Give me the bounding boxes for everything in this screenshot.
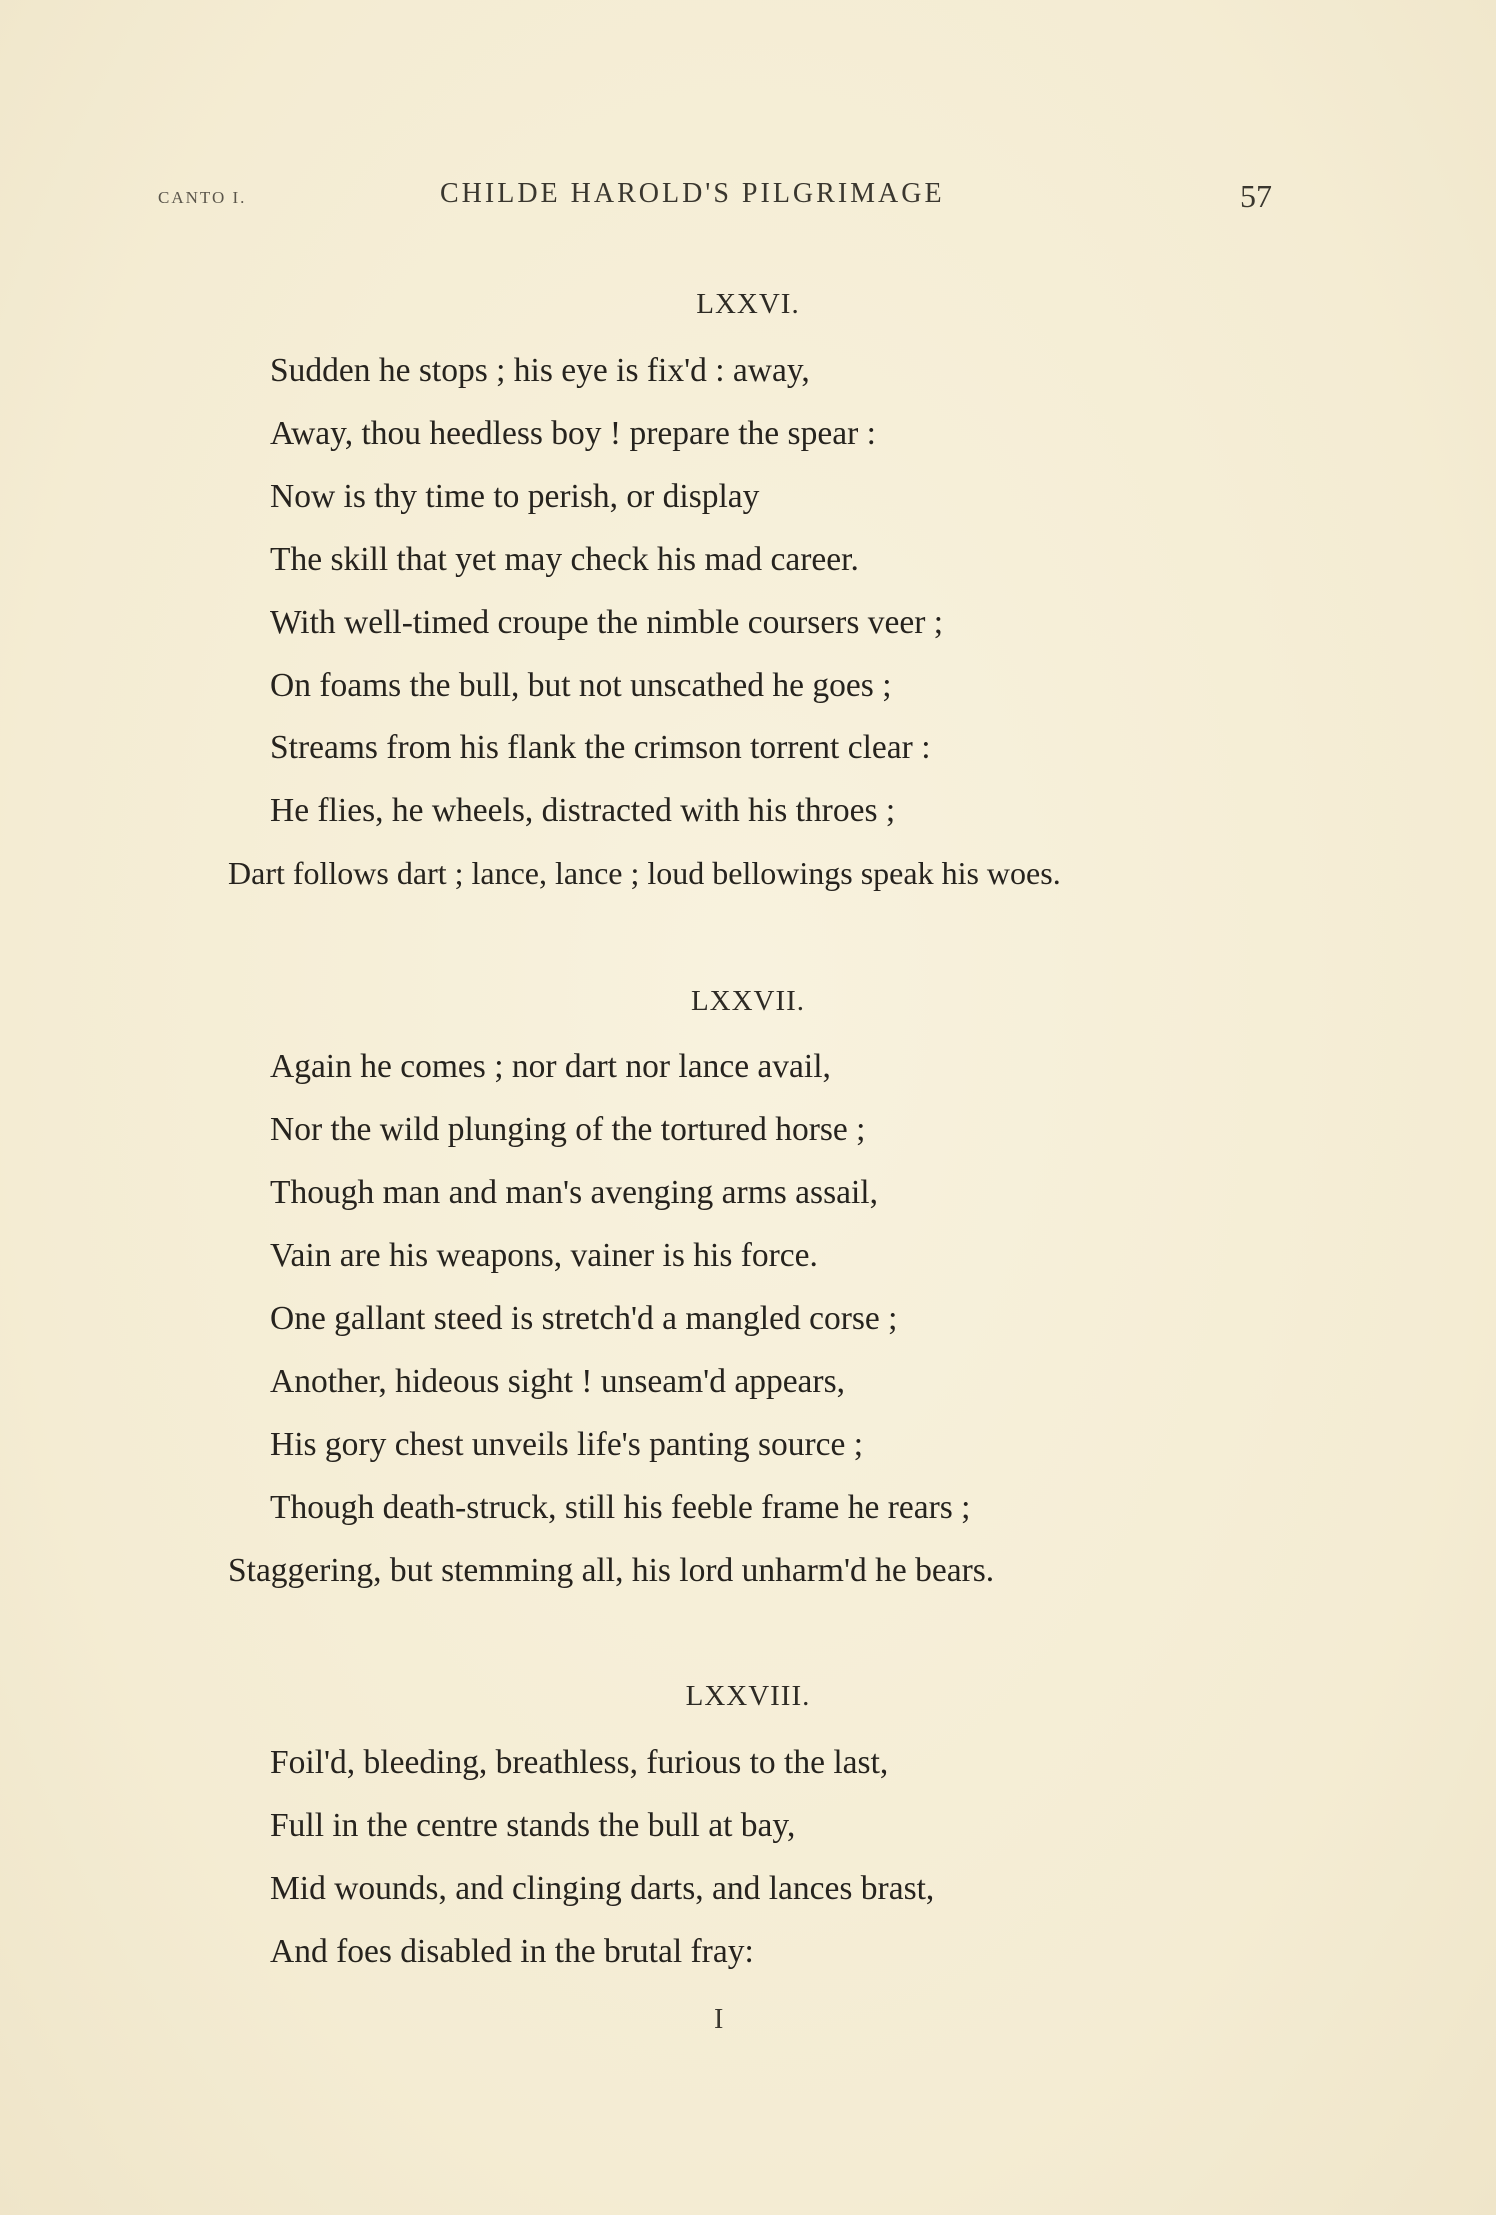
verse-line: Staggering, but stemming all, his lord unharm'd he bears. xyxy=(228,1552,995,1589)
verse-line: Foil'd, bleeding, breathless, furious to the last, xyxy=(270,1744,889,1781)
stanza-number: LXXVIII. xyxy=(685,1680,811,1712)
page-number: 57 xyxy=(1240,178,1272,214)
verse-line: Again he comes ; nor dart nor lance avail, xyxy=(270,1048,831,1085)
verse-line: Though death-struck, still his feeble frame he rears ; xyxy=(270,1489,971,1526)
verse-line: And foes disabled in the brutal fray: xyxy=(270,1933,754,1970)
verse-line: Full in the centre stands the bull at bay, xyxy=(270,1807,796,1844)
verse-line: Vain are his weapons, vainer is his force. xyxy=(270,1237,818,1274)
stanza-number: LXXVI. xyxy=(696,288,800,320)
book-title: CHILDE HAROLD'S PILGRIMAGE xyxy=(440,178,945,209)
canto-label: CANTO I. xyxy=(158,188,247,207)
verse-line: Sudden he stops ; his eye is fix'd : away, xyxy=(270,352,810,389)
verse-line: Though man and man's avenging arms assail, xyxy=(270,1174,878,1211)
verse-line: Mid wounds, and clinging darts, and lances brast, xyxy=(270,1870,935,1907)
verse-line: Now is thy time to perish, or display xyxy=(270,478,760,515)
verse-line: Another, hideous sight ! unseam'd appears, xyxy=(270,1363,845,1400)
stanza-number: LXXVII. xyxy=(690,985,806,1017)
verse-line: His gory chest unveils life's panting source ; xyxy=(270,1426,864,1463)
verse-line: The skill that yet may check his mad career. xyxy=(270,541,859,578)
verse-line: With well-timed croupe the nimble coursers veer ; xyxy=(270,604,944,641)
verse-line: Nor the wild plunging of the tortured horse ; xyxy=(270,1111,866,1148)
verse-line: On foams the bull, but not unscathed he goes ; xyxy=(270,667,892,704)
verse-line: Dart follows dart ; lance, lance ; loud bellowings speak his woes. xyxy=(228,855,1061,891)
verse-line: Streams from his flank the crimson torrent clear : xyxy=(270,729,931,766)
verse-line: One gallant steed is stretch'd a mangled corse ; xyxy=(270,1300,898,1337)
verse-line: Away, thou heedless boy ! prepare the spear : xyxy=(270,415,876,452)
running-head xyxy=(0,178,1496,218)
verse-line: He flies, he wheels, distracted with his throes ; xyxy=(270,792,896,829)
signature-mark: I xyxy=(714,2004,724,2035)
